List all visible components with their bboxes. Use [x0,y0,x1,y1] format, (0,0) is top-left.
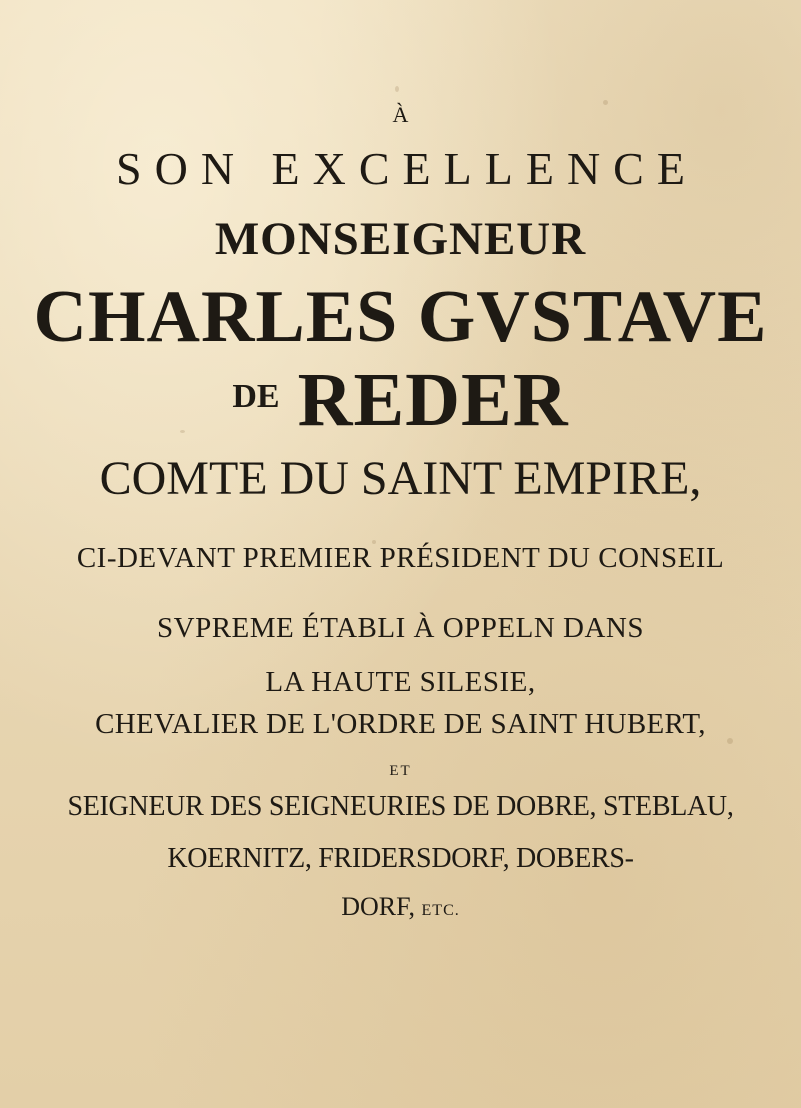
etc-text: ETC. [421,902,460,919]
chevalier-line: CHEVALIER DE L'ORDRE DE SAINT HUBERT, [95,708,706,740]
silesie-line: LA HAUTE SILESIE, [265,666,536,698]
seigneur-line: SEIGNEUR DES SEIGNEURIES DE DOBRE, STEBLAU, [67,791,734,822]
excellence-line: SON EXCELLENCE [116,143,698,194]
dorf-line [0,894,801,920]
supreme-line: SVPREME ÉTABLI À OPPELN DANS [157,612,644,644]
president-line: CI-DEVANT PREMIER PRÉSIDENT DU CONSEIL [76,542,725,574]
monseigneur-line: MONSEIGNEUR [214,213,587,265]
given-name-line: CHARLES GVSTAVE [33,276,768,358]
comte-line: COMTE DU SAINT EMPIRE, [99,452,702,505]
particle: DE [232,378,280,415]
koernitz-line: KOERNITZ, FRIDERSDORF, DOBERS- [167,843,634,874]
dorf-text: DORF, [341,892,416,921]
surname-line [0,358,801,442]
paper-speck [395,86,399,92]
surname: REDER [297,358,569,442]
preposition: À [392,102,409,127]
conjunction: ET [389,763,412,779]
